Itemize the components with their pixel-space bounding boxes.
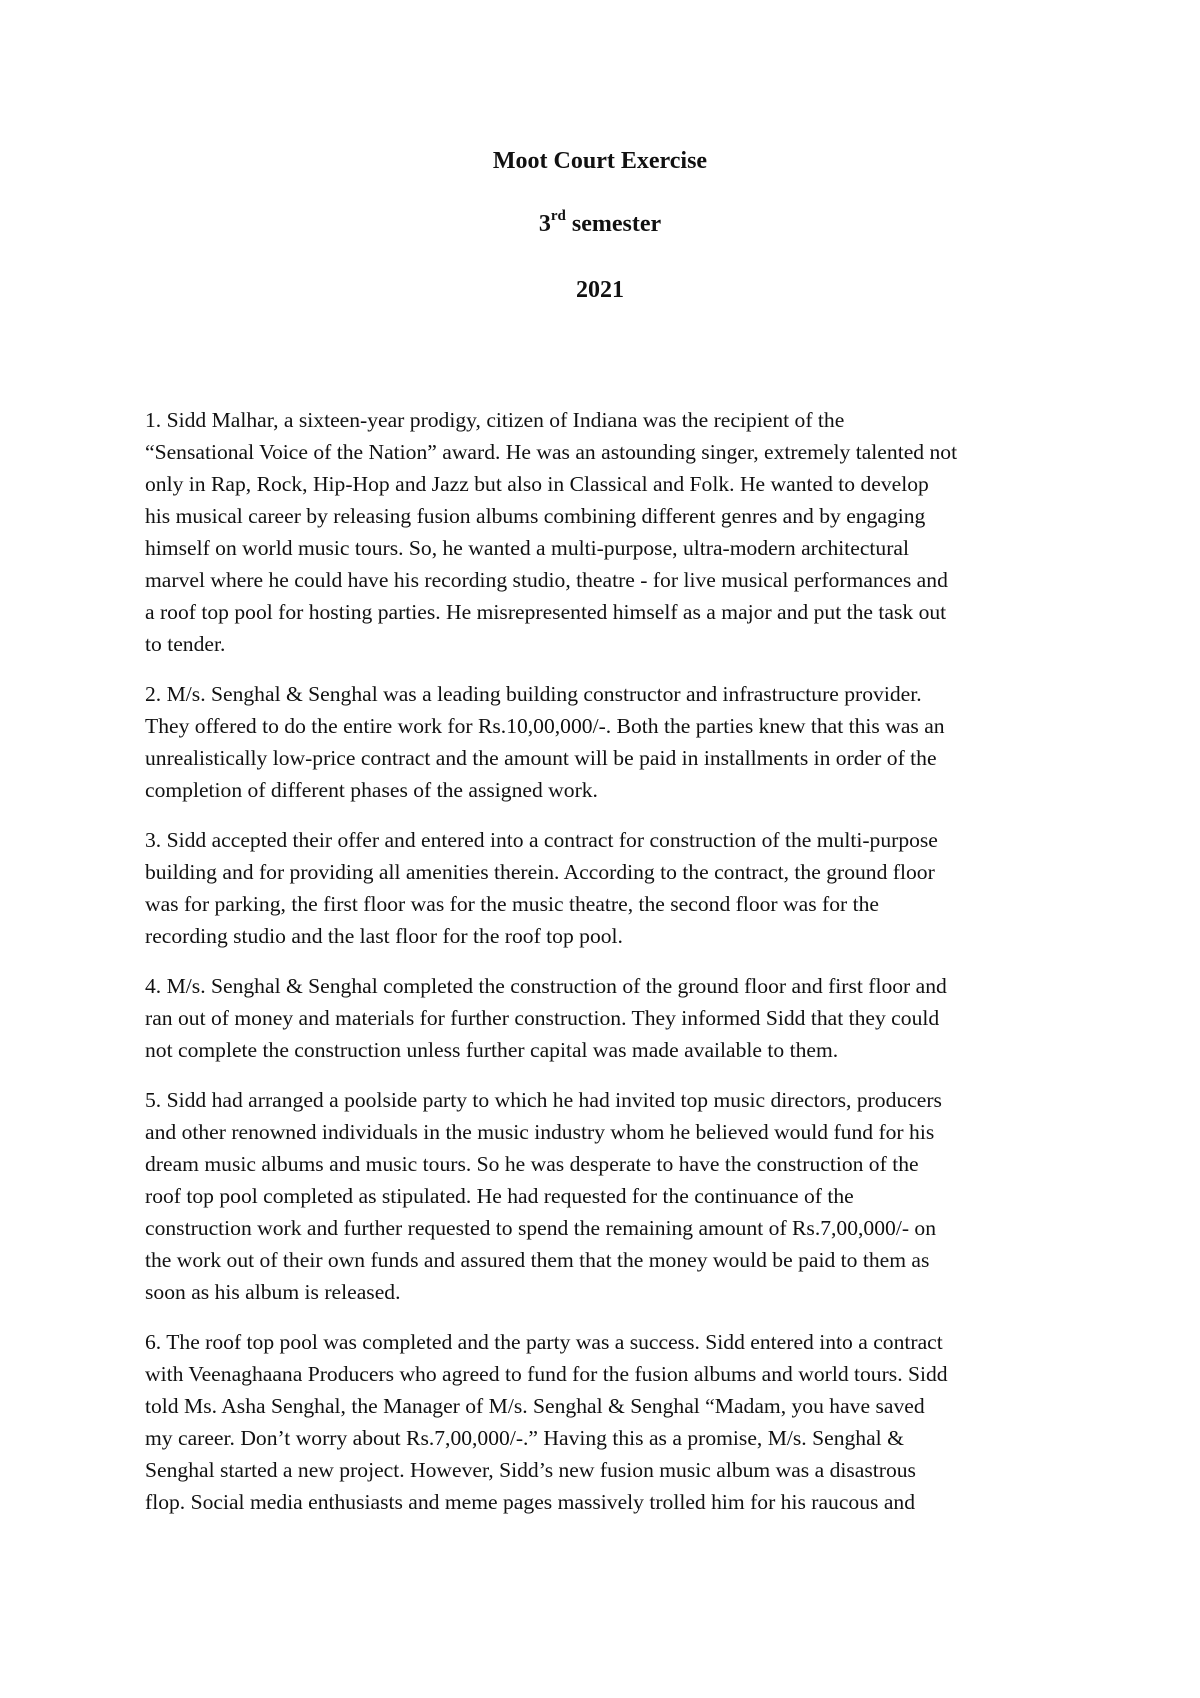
paragraph-line: building and for providing all amenities therein. According to the contract, the ground floor xyxy=(145,860,935,884)
paragraph-line: with Veenaghaana Producers who agreed to fund for the fusion albums and world tours. Sidd xyxy=(145,1362,948,1386)
semester-suffix: rd xyxy=(550,208,566,224)
paragraph-line: 6. The roof top pool was completed and the party was a success. Sidd entered into a contract xyxy=(145,1330,943,1354)
paragraph-6 xyxy=(145,1326,1063,1518)
paragraph-line: “Sensational Voice of the Nation” award. He was an astounding singer, extremely talented not xyxy=(145,440,958,464)
paragraph-line: and other renowned individuals in the music industry whom he believed would fund for his xyxy=(145,1120,935,1144)
paragraph-line: only in Rap, Rock, Hip-Hop and Jazz but also in Classical and Folk. He wanted to develop xyxy=(145,472,929,496)
paragraph-line: 5. Sidd had arranged a poolside party to which he had invited top music directors, producers xyxy=(145,1088,942,1112)
paragraph-line: completion of different phases of the assigned work. xyxy=(145,778,598,802)
paragraph-line: 1. Sidd Malhar, a sixteen-year prodigy, citizen of Indiana was the recipient of the xyxy=(145,408,845,432)
paragraph-line: unrealistically low-price contract and the amount will be paid in installments in order of the xyxy=(145,746,937,770)
paragraph-line: my career. Don’t worry about Rs.7,00,000/-.” Having this as a promise, M/s. Senghal & xyxy=(145,1426,904,1450)
paragraph-4 xyxy=(145,970,1063,1066)
semester-number: 3 xyxy=(538,211,551,237)
paragraph-line: ran out of money and materials for further construction. They informed Sidd that they could xyxy=(145,1006,940,1030)
document-body xyxy=(145,404,1063,1536)
paragraph-line: told Ms. Asha Senghal, the Manager of M/s. Senghal & Senghal “Madam, you have saved xyxy=(145,1394,925,1418)
document-title: Moot Court Exercise xyxy=(492,148,708,174)
paragraph-1 xyxy=(145,404,1063,660)
paragraph-line: roof top pool completed as stipulated. He had requested for the continuance of the xyxy=(145,1184,854,1208)
paragraph-line: himself on world music tours. So, he wanted a multi-purpose, ultra-modern architectural xyxy=(145,536,909,560)
paragraph-line: flop. Social media enthusiasts and meme pages massively trolled him for his raucous and xyxy=(145,1490,916,1514)
paragraph-line: dream music albums and music tours. So he was desperate to have the construction of the xyxy=(145,1152,919,1176)
semester-word: semester xyxy=(565,211,662,237)
paragraph-line: to tender. xyxy=(145,632,226,656)
paragraph-line: Senghal started a new project. However, Sidd’s new fusion music album was a disastrous xyxy=(145,1458,916,1482)
paragraph-line: 2. M/s. Senghal & Senghal was a leading building constructor and infrastructure provider. xyxy=(145,682,922,706)
year-heading: 2021 xyxy=(576,277,624,303)
paragraph-line: was for parking, the first floor was for the music theatre, the second floor was for the xyxy=(145,892,879,916)
paragraph-line: recording studio and the last floor for the roof top pool. xyxy=(145,924,623,948)
paragraph-line: his musical career by releasing fusion albums combining different genres and by engaging xyxy=(145,504,926,528)
paragraph-line: 3. Sidd accepted their offer and entered into a contract for construction of the multi-purpose xyxy=(145,828,938,852)
semester-heading xyxy=(0,210,1200,238)
paragraph-line: soon as his album is released. xyxy=(145,1280,401,1304)
paragraph-3 xyxy=(145,824,1063,952)
paragraph-line: They offered to do the entire work for Rs.10,00,000/-. Both the parties knew that this was an xyxy=(145,714,945,738)
paragraph-line: not complete the construction unless further capital was made available to them. xyxy=(145,1038,839,1062)
paragraph-line: marvel where he could have his recording studio, theatre - for live musical performances and xyxy=(145,568,948,592)
paragraph-line: the work out of their own funds and assured them that the money would be paid to them as xyxy=(145,1248,930,1272)
paragraph-line: a roof top pool for hosting parties. He misrepresented himself as a major and put the task out xyxy=(145,600,947,624)
paragraph-line: construction work and further requested to spend the remaining amount of Rs.7,00,000/- on xyxy=(145,1216,936,1240)
paragraph-line: 4. M/s. Senghal & Senghal completed the construction of the ground floor and first floor and xyxy=(145,974,947,998)
paragraph-5 xyxy=(145,1084,1063,1308)
paragraph-2 xyxy=(145,678,1063,806)
